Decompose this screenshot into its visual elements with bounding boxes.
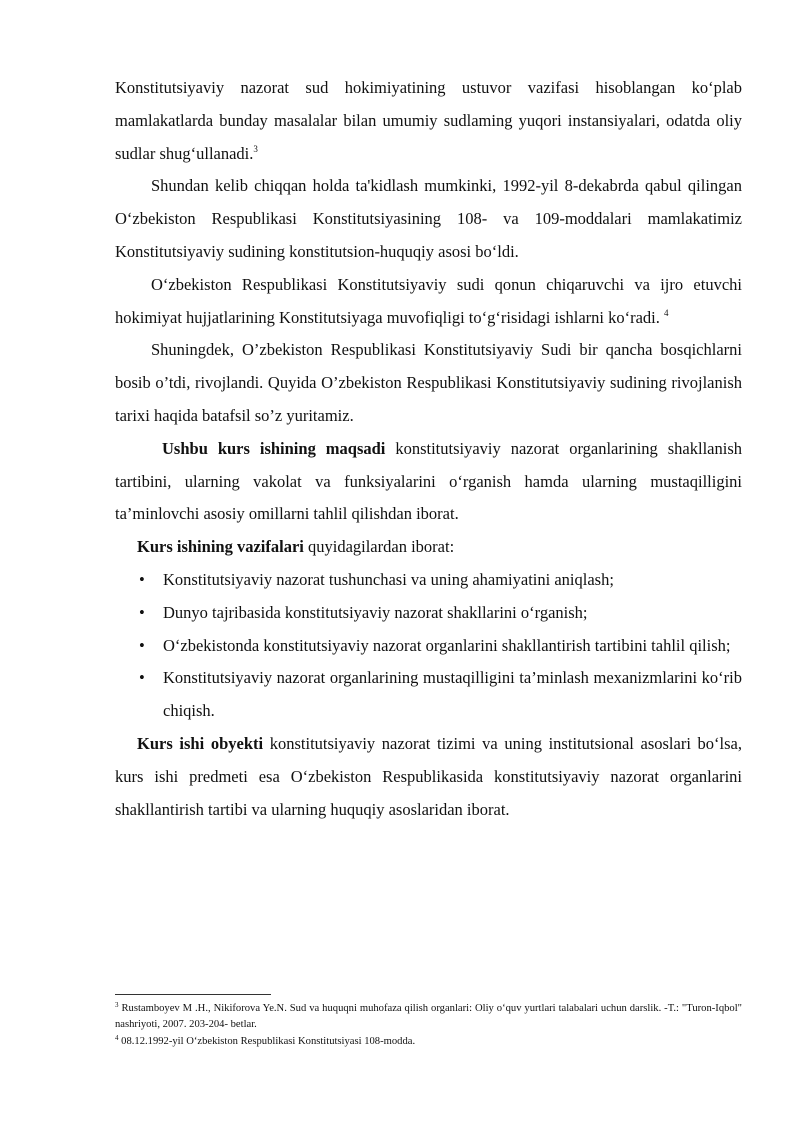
paragraph-object <box>115 728 742 826</box>
paragraph-1 <box>115 72 742 170</box>
footnote-ref-4[interactable]: 4 <box>664 307 669 318</box>
task-text: Konstitutsiyaviy nazorat organlarining mustaqilligini ta’minlash mexanizmlarini ko‘rib chiqish. <box>163 668 742 721</box>
tasks-list <box>115 564 742 728</box>
paragraph-tasks-intro <box>115 531 742 564</box>
footnote-text: 08.12.1992-yil O‘zbekiston Respublikasi Konstitutsiyasi 108-modda. <box>121 1035 416 1047</box>
object-heading: Kurs ishi obyekti <box>137 733 264 753</box>
bullet-icon: • <box>139 569 145 589</box>
tasks-heading: Kurs ishining vazifalari <box>137 537 304 557</box>
bullet-icon: • <box>139 635 145 655</box>
paragraph-1-text: Konstitutsiyaviy nazorat sud hokimiyatining ustuvor vazifasi hisoblangan ko‘plab mamlakatlarda bunday masalalar bilan umumiy sudlaming yuqori instansiyalari, odatda oliy sudlar shug‘ullanadi. <box>115 78 742 163</box>
footnote-text: Rustamboyev M .H., Nikiforova Ye.N. Sud va huquqni muhofaza qilish organlari: Oliy o‘quv yurtlari talabalari uchun darslik. -T.: "Turon-Iqbol" nashriyoti, 2007. 203-204- betlar. <box>115 1003 742 1031</box>
paragraph-goal <box>115 433 742 531</box>
footnote-number: 4 <box>115 1033 119 1042</box>
paragraph-4: Shuningdek, O’zbekiston Respublikasi Konstitutsiyaviy Sudi bir qancha bosqichlarni bosib o’tdi, rivojlandi. Quyida O’zbekiston Respublikasi Konstitutsiyaviy sudining rivojlanish tarixi haqida batafsil so’z yuritamiz. <box>115 340 742 425</box>
footnote-3 <box>115 1001 742 1034</box>
goal-heading: Ushbu kurs ishining maqsadi <box>162 438 386 458</box>
bullet-icon: • <box>139 668 145 688</box>
list-item <box>115 630 742 663</box>
bullet-icon: • <box>139 602 145 622</box>
list-item <box>115 662 742 728</box>
tasks-intro-text: quyidagilardan iborat: <box>307 537 455 557</box>
goal-text: konstitutsiyaviy nazorat organlarining shakllanish tartibini, ularning vakolat va funksiyalarini o‘rganish hamda ularning mustaqilligini ta’minlovchi asosiy omillarni tahlil qilishdan iborat. <box>115 438 742 524</box>
paragraph-3-text: O‘zbekiston Respublikasi Konstitutsiyaviy sudi qonun chiqaruvchi va ijro etuvchi hokimiyat hujjatlarining Konstitutsiyaga muvofiqligi to‘g‘risidagi ishlarni ko‘radi. <box>115 274 742 327</box>
task-text: Konstitutsiyaviy nazorat tushunchasi va uning ahamiyatini aniqlash; <box>163 569 614 589</box>
footnote-4 <box>115 1034 742 1050</box>
footnotes <box>115 994 742 1050</box>
footnote-ref-3[interactable]: 3 <box>253 143 258 154</box>
list-item <box>115 564 742 597</box>
footnote-divider <box>115 994 271 995</box>
task-text: O‘zbekistonda konstitutsiyaviy nazorat organlarini shakllantirish tartibini tahlil qilish; <box>163 635 731 655</box>
task-text: Dunyo tajribasida konstitutsiyaviy nazorat shakllarini o‘rganish; <box>163 602 588 622</box>
footnote-number: 3 <box>115 1001 119 1009</box>
paragraph-2: Shundan kelib chiqqan holda ta'kidlash mumkinki, 1992-yil 8-dekabrda qabul qilingan O‘zbekiston Respublikasi Konstitutsiyasining 108- va 109-moddalari mamlakatimiz Konstitutsiyaviy sudining konstitutsion-huquqiy asosi bo‘ldi. <box>115 176 742 261</box>
paragraph-3 <box>115 269 742 335</box>
object-text: konstitutsiyaviy nazorat tizimi va uning institutsional asoslari bo‘lsa, kurs ishi predmeti esa O‘zbekiston Respublikasida konstitutsiyaviy nazorat organlarini shakllantirish tartibi va ularning huquqiy asoslaridan iborat. <box>115 733 743 819</box>
document-body <box>115 72 742 826</box>
list-item <box>115 597 742 630</box>
